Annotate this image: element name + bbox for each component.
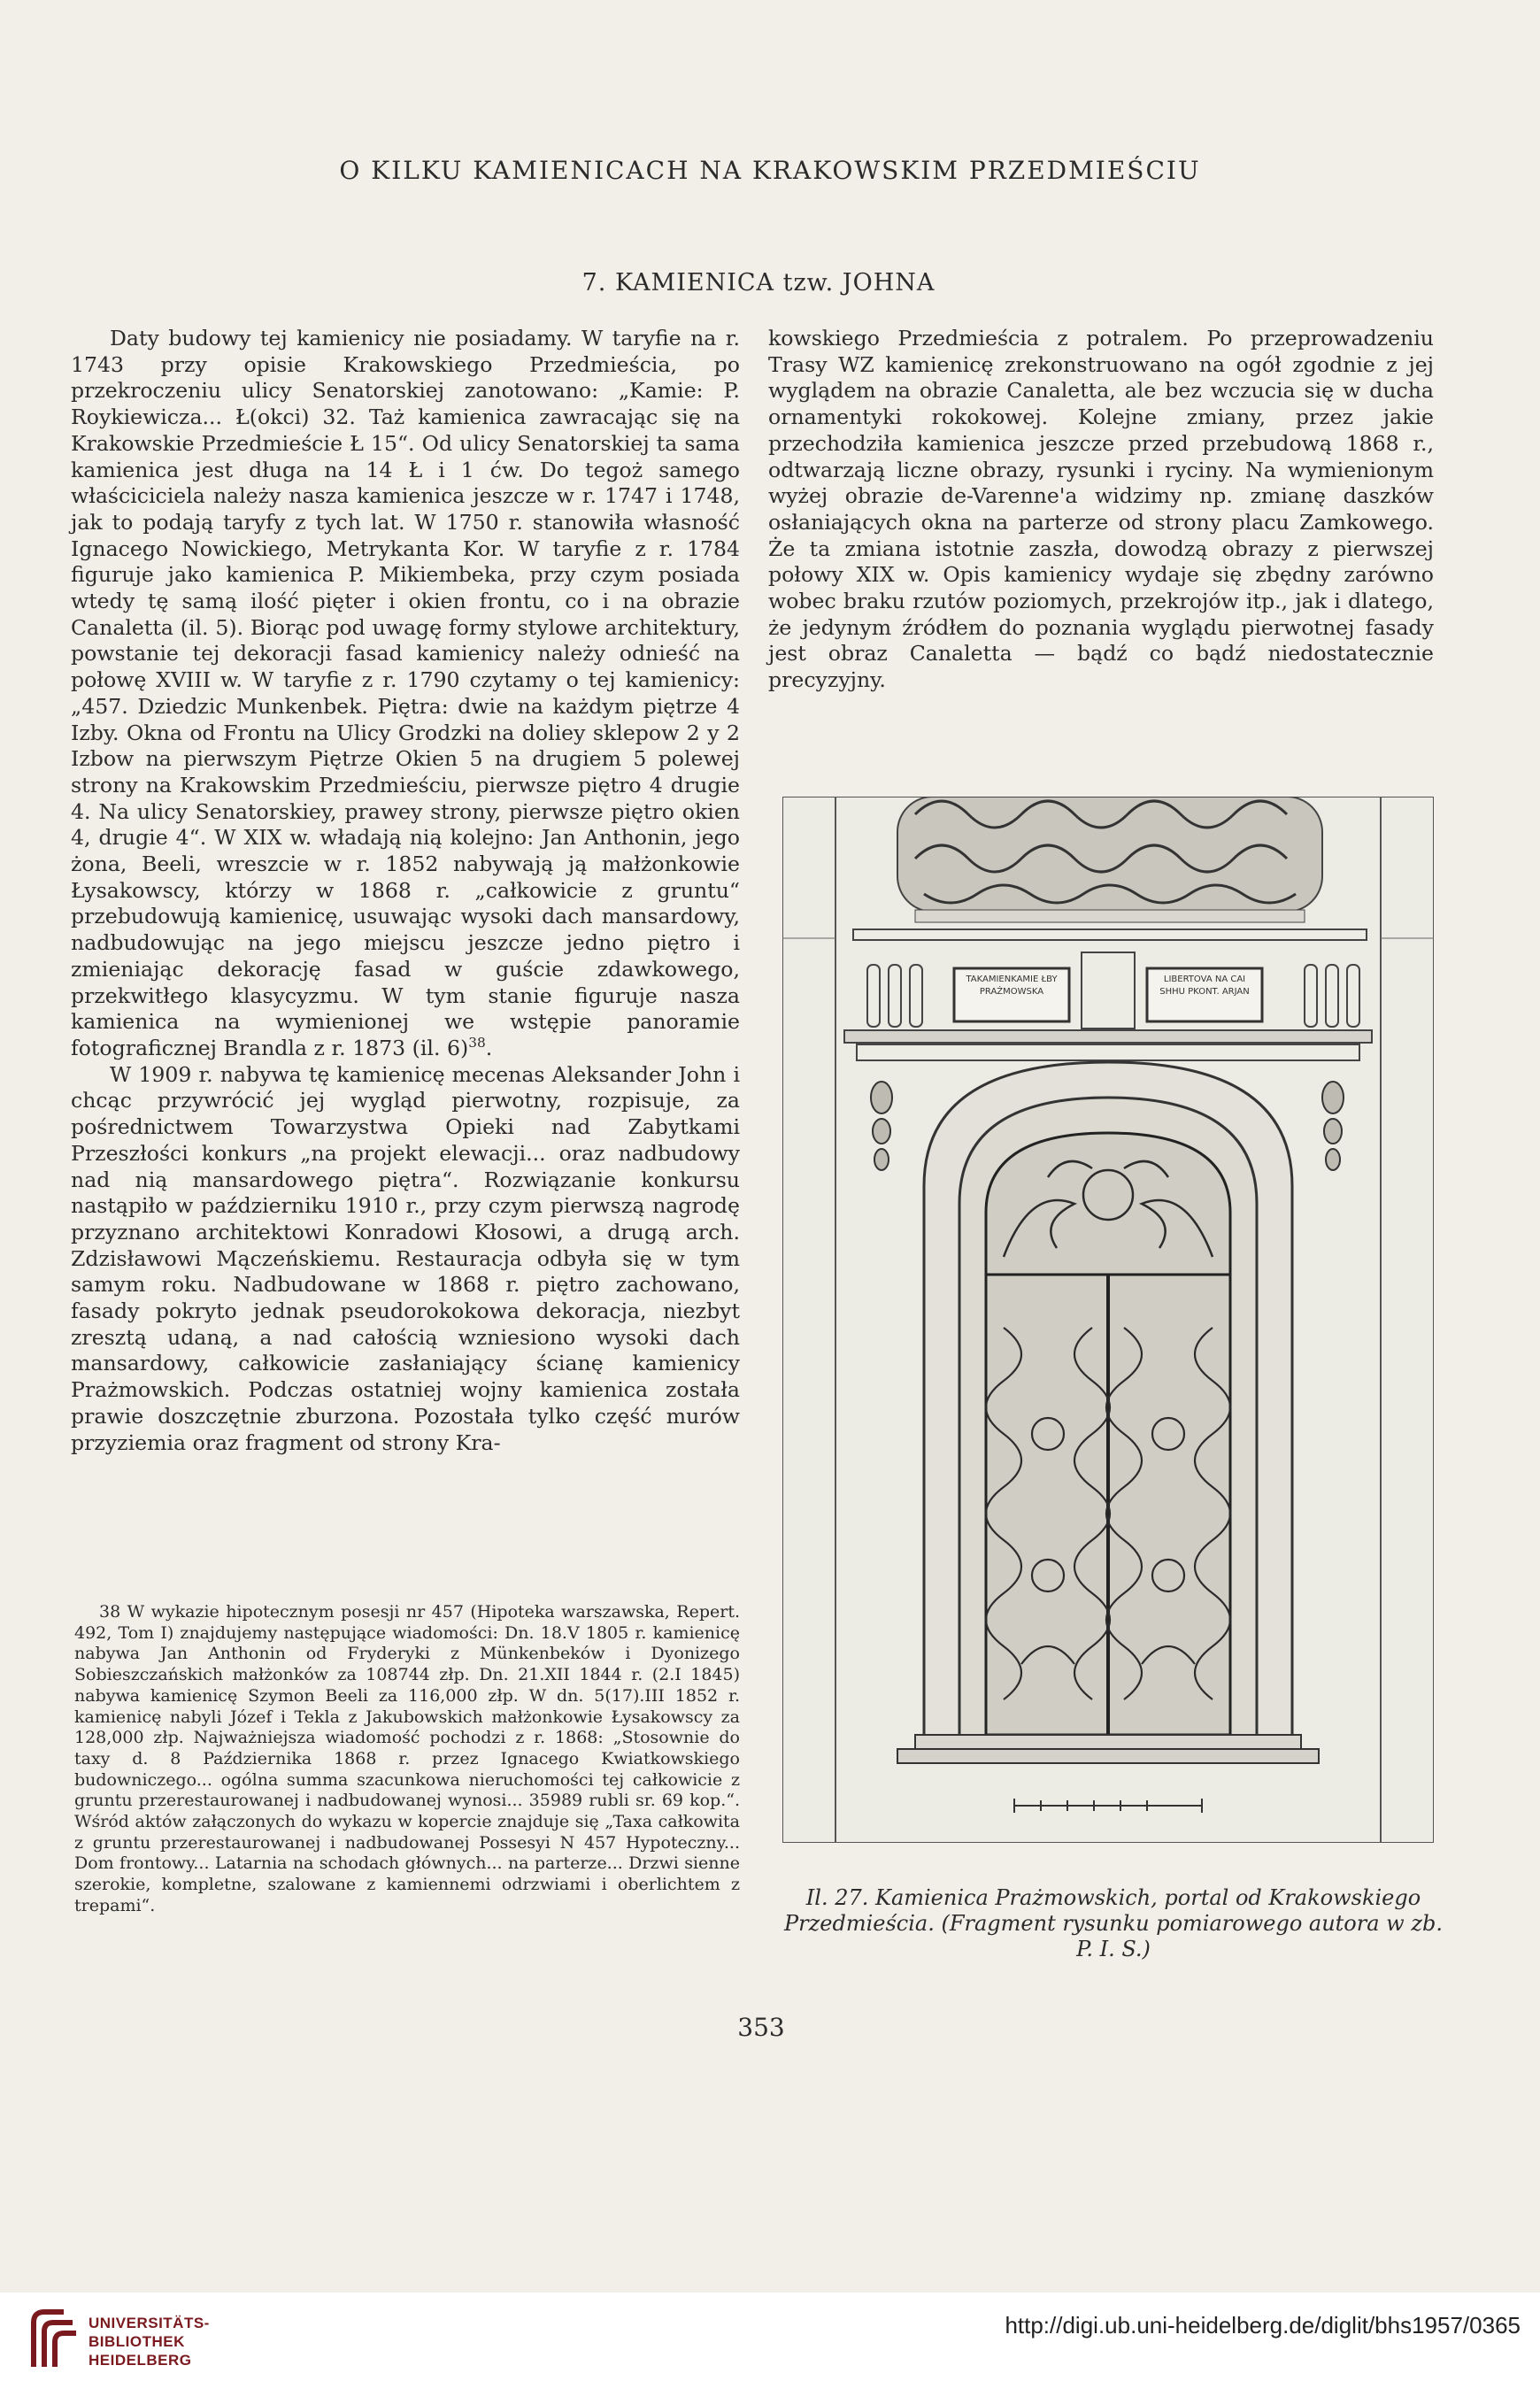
paragraph-end: . (485, 1035, 493, 1060)
paragraph (71, 326, 740, 1062)
footnote (74, 1602, 740, 1917)
plaque-left: TAKAMIENKAMIE ŁBY PRAŻMOWSKA (966, 975, 1058, 997)
university-library-logo-icon (25, 2305, 81, 2379)
paragraph: W 1909 r. nabywa tę kamienicę mecenas Aleksander John i chcąc przywrócić jej wygląd pierwotny, rozpisuje, za pośrednictwem Towarzystwa Opieki nad Zabytkami Przeszłości konkurs „na projekt elewacji... oraz nadbudowy nad nią mansardowego piętra“. Rozwiązanie konkursu nastąpiło w październiku 1910 r., przy czym pierwszą nagrodę przyznano architektowi Konradowi Kłosowi, a drugą arch. Zdzisławowi Mączeńskiemu. Restauracja odbyła się w tym samym roku. Nadbudowane w 1868 r. piętro zachowano, fasady pokryto jednak pseudorokokowa dekoracja, niezbyt zresztą udaną, a nad całością wzniesiono wysoki dach mansardowy, całkowicie zasłaniający ścianę kamienicy Prażmowskich. Podczas ostatniej wojny kamienica została prawie doszczętnie zburzona. Pozostała tylko część murów przyziemia oraz fragment od strony Kra- (71, 1061, 740, 1455)
door-grille (986, 1133, 1230, 1735)
library-name-line: UNIVERSITÄTS- (89, 2315, 210, 2331)
paragraph-text: Daty budowy tej kamienicy nie posiadamy. W taryfie na r. 1743 przy opisie Krakowskiego Przedmieścia, po przekroczeniu ulicy Senatorskiej zanotowano: „Kamie: P. Roykiewicza... Ł(okci) 32. Taż kamienica zawracając się na Krakowskie Przedmieście Ł 15“. Od ulicy Senatorskiej ta sama kamienica jest długa na 14 Ł i 1 ćw. Do tegoż samego właściciciela należy nasza kamienica jeszcze w r. 1747 i 1748, jak to podają taryfy z tych lat. W 1750 r. stanowiła własność Ignacego Nowickiego, Metrykanta Kor. W taryfie z r. 1784 figuruje jako kamienica P. Mikiembeka, przy czym posiada wtedy tę samą ilość pięter i okien frontu, co i na obrazie Canaletta (il. 5). Biorąc pod uwagę formy stylowe architektury, powstanie tej dekoracji fasad kamienicy należy odnieść na połowę XVIII w. W taryfie z r. 1790 czytamy o tej kamienicy: „457. Dziedzic Munkenbek. Piętra: dwie na każdym piętrze 4 Izby. Okna od Frontu na Ulicy Grodzki na doliey sklepow 2 y 2 Izbow na pierwszym Piętrze Okien 5 na drugiem 5 polewej strony na Krakowskim Przedmieściu, pierwsze piętro 4 drugie 4. Na ulicy Senatorskiey, prawey strony, pierwsze piętro okien 4, drugie 4“. W XIX w. władają nią kolejno: Jan Anthonin, jego żona, Beeli, wreszcie w r. 1852 nabywają ją małżonkowie Łysakowscy, którzy w 1868 r. „całkowicie z gruntu“ przebudowują kamienicę, usuwając wysoki dach mansardowy, nadbudowując na jego miejscu jeszcze jedno piętro i zmieniając dekorację fasad w guście zdawkowego, przekwitłego klasycyzmu. W tym stanie figuruje nasza kamienica na wymienionej we wstępie panoramie fotograficznej Brandla z r. 1873 (il. 6) (71, 326, 740, 1060)
section-title: 7. KAMIENICA tzw. JOHNA (581, 269, 936, 297)
paragraph: kowskiego Przedmieścia z potralem. Po przeprowadzeniu Trasy WZ kamienicę zrekonstruowano na ogół zgodnie z jej wyglądem na obrazie Canaletta, ale bez wczucia się w ducha ornamentyki rokokowej. Kolejne zmiany, przez jakie przechodziła kamienica jeszcze przed przebudową 1868 r., odtwarzają liczne obrazy, rysunki i ryciny. Na wymienionym wyżej obrazie de-Varenne'a widzimy np. zmianę daszków osłaniających okna na parterze od strony placu Zamkowego. Że ta zmiana istotnie zaszła, dowodzą obrazy z pierwszej połowy XIX w. Opis kamienicy wydaje się zbędny zarówno wobec braku rzutów poziomych, przekrojów itp., jak i dlatego, że jedynym źródłem do poznania wyglądu pierwotnej fasady jest obraz Canaletta — bądź co bądź niedostatecznie precyzyjny. (768, 326, 1434, 693)
permalink-url[interactable]: http://digi.ub.uni-heidelberg.de/diglit/bhs1957/0365 (1005, 2312, 1521, 2339)
left-column (71, 326, 740, 1456)
right-column (768, 326, 1434, 694)
library-name (89, 2314, 210, 2369)
page-number: 353 (737, 2013, 785, 2042)
footnote-ref: 38 (468, 1035, 486, 1052)
footnote-text: 38 W wykazie hipotecznym posesji nr 457 (Hipoteka warszawska, Repert. 492, Tom I) znajdujemy następujące wiadomości: Dn. 18.V 1805 r. kamienicę nabywa Jan Anthonin od Fryderyki z Münkenbeków i Dyonizego Sobieszczańskich małżonków za 108744 złp. Dn. 21.XII 1844 r. (2.I 1845) nabywa kamienicę Szymon Beeli za 116,000 złp. W dn. 5(17).III 1852 r. kamienicę nabyli Józef i Tekla z Jakubowskich małżonkowie Łysakowscy za 128,000 złp. Najważniejsza wiadomość pochodzi z r. 1868: „Stosownie do taxy d. 8 Października 1868 r. przez Ignacego Kwiatkowskiego budowniczego... ogólna summa szacunkowa nieruchomości tej całkowicie z gruntu przerestaurowanej i nadbudowanej wynosi... 35989 rubli sr. 69 kop.“. Wśród aktów załączonych do wykazu w kopercie znajduje się „Taxa całkowita z gruntu przerestaurowanej i nadbudowanej Possesyi N 457 Hypoteczny... Dom frontowy... Latarnia na schodach głównych... na parterze... Drzwi sienne szerokie, kompletne, szalowane z kamiennemi odrzwiami i oberlichtem z trepami“. (74, 1602, 740, 1915)
figure-caption: Il. 27. Kamienica Prażmowskich, portal od Krakowskiego Przedmieścia. (Fragment rysunku pomiarowego autora w zb. P. I. S.) (784, 1885, 1443, 1961)
portal-drawing-svg (782, 797, 1434, 1843)
plaque-right: LIBERTOVA NA CAI SHHU PKONT. ARJAN (1159, 975, 1250, 997)
balcony-ornament (897, 797, 1322, 922)
portal-drawing (782, 797, 1434, 1843)
digitization-footer (0, 2292, 1540, 2404)
library-name-line: BIBLIOTHEK (89, 2333, 185, 2350)
library-name-line: HEIDELBERG (89, 2352, 192, 2369)
running-head: O KILKU KAMIENICACH NA KRAKOWSKIM PRZEDMIEŚCIU (339, 156, 1201, 185)
